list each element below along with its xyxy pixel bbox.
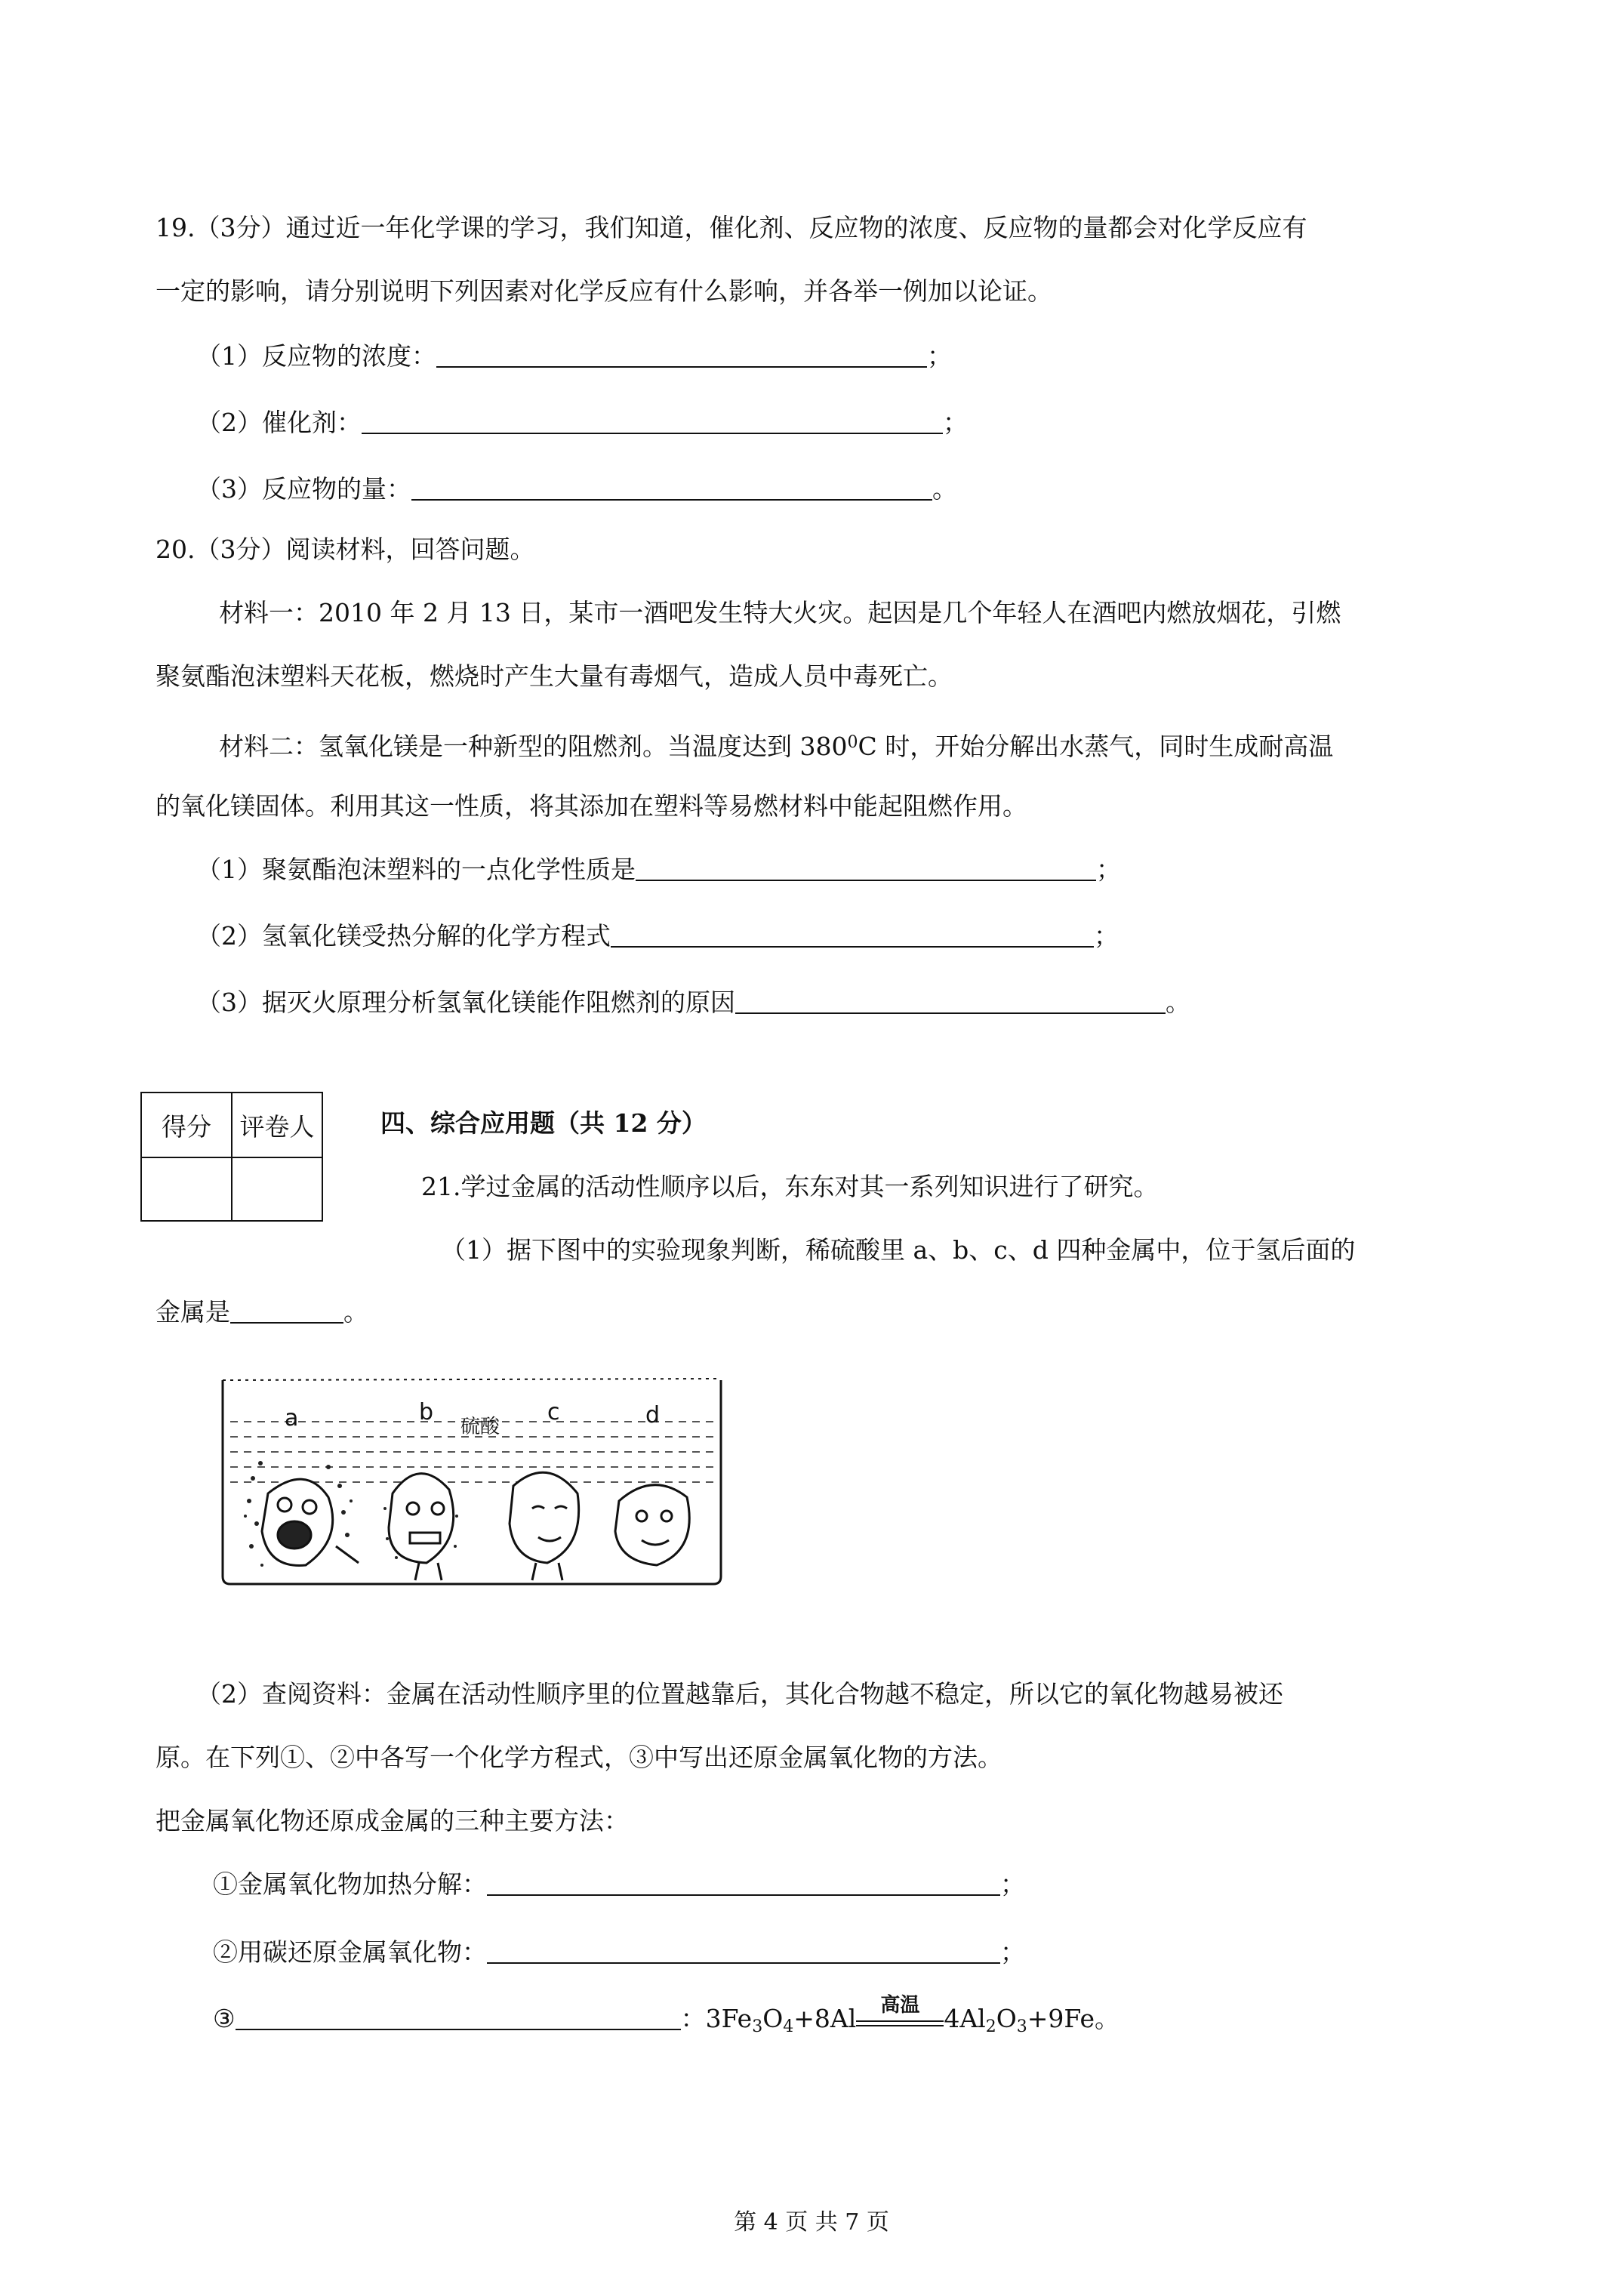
answer-blank[interactable] bbox=[487, 1940, 1000, 1964]
section-title: 四、综合应用题（共 12 分） bbox=[380, 1108, 707, 1138]
score-table bbox=[140, 1092, 323, 1222]
q21-part2-line2: 原。在下列①、②中各写一个化学方程式，③中写出还原金属氧化物的方法。 bbox=[156, 1743, 1002, 1772]
double-line bbox=[856, 2025, 944, 2026]
q19-item2 bbox=[196, 406, 968, 439]
eq-part: O bbox=[762, 2004, 784, 2033]
eq-sub: 3 bbox=[752, 2017, 763, 2036]
score-header: 得分 bbox=[141, 1093, 232, 1157]
metal-label-d: d bbox=[645, 1402, 661, 1428]
beaker-rim bbox=[223, 1379, 721, 1380]
q20-material1-line1: 材料一：2010 年 2 月 13 日，某市一酒吧发生特大火灾。起因是几个年轻人在酒吧内燃放烟花，引燃 bbox=[219, 598, 1341, 627]
answer-blank[interactable] bbox=[436, 344, 927, 368]
answer-blank[interactable] bbox=[362, 410, 943, 434]
answer-blank[interactable] bbox=[236, 2006, 681, 2030]
method-2 bbox=[213, 1936, 1025, 1969]
q19-item3-label: （3）反应物的量： bbox=[196, 474, 411, 504]
eq-part: 3Fe bbox=[705, 2004, 753, 2033]
method-3 bbox=[213, 1994, 1120, 2044]
condition-text: 高温 bbox=[880, 1994, 920, 2017]
q21-part1-line2 bbox=[156, 1296, 368, 1329]
q20-item2 bbox=[196, 920, 1119, 953]
eq-part: 4Al bbox=[944, 2004, 986, 2033]
metal-label-a: a bbox=[285, 1405, 299, 1432]
superscript: 0 bbox=[847, 733, 858, 752]
punct: ； bbox=[1096, 855, 1121, 884]
method-3-label: ③ bbox=[213, 2004, 236, 2033]
q21-part2-line1: （2）查阅资料：金属在活动性顺序里的位置越靠后，其化合物越不稳定，所以它的氧化物越易被还 bbox=[196, 1679, 1283, 1709]
answer-blank[interactable] bbox=[230, 1299, 343, 1324]
answer-blank[interactable] bbox=[411, 476, 932, 501]
q19-item1 bbox=[196, 340, 952, 373]
eq-sub: 2 bbox=[985, 2017, 996, 2036]
method-1-label: ①金属氧化物加热分解： bbox=[213, 1869, 487, 1899]
metal-b-character bbox=[389, 1474, 454, 1580]
q20-item3-label: （3）据灭火原理分析氢氧化镁能作阻燃剂的原因 bbox=[196, 988, 735, 1017]
punct: ； bbox=[1000, 1937, 1025, 1967]
reaction-equation bbox=[705, 1994, 1120, 2036]
punct: 。 bbox=[1166, 988, 1190, 1017]
text: 材料二：氢氧化镁是一种新型的阻燃剂。当温度达到 380 bbox=[219, 732, 848, 761]
eq-part: +8Al bbox=[793, 2004, 857, 2033]
metal-c-character bbox=[510, 1472, 579, 1580]
answer-blank[interactable] bbox=[611, 923, 1094, 948]
punct: ： bbox=[680, 2004, 706, 2033]
q21-head: 21.学过金属的活动性顺序以后，东东对其一系列知识进行了研究。 bbox=[421, 1172, 1159, 1201]
page-footer: 第 4 页 共 7 页 bbox=[734, 2209, 889, 2236]
q20-head: 20.（3分）阅读材料，回答问题。 bbox=[156, 535, 535, 564]
q20-material2-line2: 的氧化镁固体。利用其这一性质，将其添加在塑料等易燃材料中能起阻燃作用。 bbox=[156, 791, 1027, 821]
punct: ； bbox=[1094, 921, 1119, 951]
grader-cell[interactable] bbox=[232, 1157, 322, 1221]
metal-label-b: b bbox=[419, 1399, 434, 1425]
text: C 时，开始分解出水蒸气，同时生成耐高温 bbox=[858, 732, 1334, 761]
acid-label: 硫酸 bbox=[460, 1416, 500, 1438]
double-line bbox=[856, 2020, 944, 2022]
punct: ； bbox=[943, 408, 968, 437]
method-2-label: ②用碳还原金属氧化物： bbox=[213, 1937, 487, 1967]
metal-a-character bbox=[262, 1479, 359, 1565]
punct: ； bbox=[927, 341, 952, 371]
text: 金属是 bbox=[156, 1297, 230, 1327]
q20-item3 bbox=[196, 986, 1190, 1019]
q19-line2: 一定的影响，请分别说明下列因素对化学反应有什么影响，并各举一例加以论证。 bbox=[156, 276, 1052, 306]
score-cell[interactable] bbox=[141, 1157, 232, 1221]
q20-material1-line2: 聚氨酯泡沫塑料天花板，燃烧时产生大量有毒烟气，造成人员中毒死亡。 bbox=[156, 661, 953, 691]
punct: ； bbox=[1000, 1869, 1025, 1899]
q20-item2-label: （2）氢氧化镁受热分解的化学方程式 bbox=[196, 921, 611, 951]
q19-line1: 19.（3分）通过近一年化学课的学习，我们知道，催化剂、反应物的浓度、反应物的量都会对化学反应有 bbox=[156, 213, 1307, 242]
method-1 bbox=[213, 1868, 1025, 1901]
experiment-figure bbox=[215, 1365, 728, 1592]
answer-blank[interactable] bbox=[487, 1872, 1000, 1896]
eq-sub: 3 bbox=[1016, 2017, 1027, 2036]
punct: 。 bbox=[343, 1297, 368, 1327]
eq-part: O bbox=[996, 2004, 1017, 2033]
q21-part2-line3: 把金属氧化物还原成金属的三种主要方法： bbox=[156, 1806, 629, 1835]
answer-blank[interactable] bbox=[636, 857, 1096, 881]
eq-part: +9Fe。 bbox=[1027, 2004, 1120, 2033]
q21-part1-line1: （1）据下图中的实验现象判断，稀硫酸里 a、b、c、d 四种金属中，位于氢后面的 bbox=[441, 1235, 1356, 1265]
answer-blank[interactable] bbox=[735, 990, 1166, 1014]
q19-item3 bbox=[196, 473, 957, 506]
q19-item2-label: （2）催化剂： bbox=[196, 408, 362, 437]
metal-label-c: c bbox=[547, 1399, 560, 1425]
punct: 。 bbox=[932, 474, 957, 504]
eq-sub: 4 bbox=[783, 2017, 794, 2036]
grader-header: 评卷人 bbox=[232, 1093, 322, 1157]
q20-material2-line1 bbox=[219, 726, 1333, 763]
q19-item1-label: （1）反应物的浓度： bbox=[196, 341, 436, 371]
reaction-condition bbox=[856, 1994, 944, 2036]
metal-d-character bbox=[615, 1485, 689, 1565]
q20-item1 bbox=[196, 853, 1121, 886]
q20-item1-label: （1）聚氨酯泡沫塑料的一点化学性质是 bbox=[196, 855, 636, 884]
